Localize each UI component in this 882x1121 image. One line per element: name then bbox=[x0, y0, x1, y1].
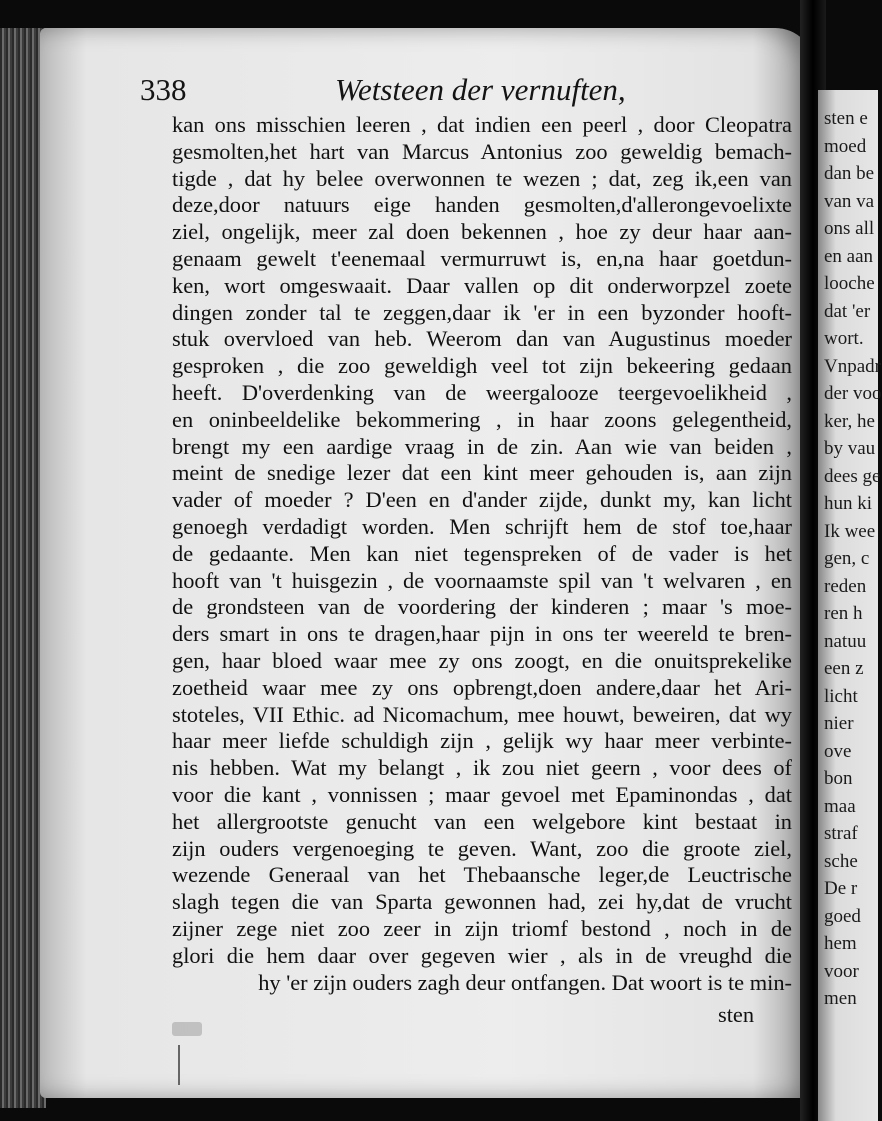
facing-page-text-fragment: dees ge bbox=[824, 465, 881, 487]
facing-page-text-fragment: goed bbox=[824, 905, 861, 927]
margin-line-mark bbox=[178, 1045, 180, 1085]
facing-page-text-fragment: maa bbox=[824, 795, 856, 817]
text-line: genoegh verdadigt worden. Men schrijft hem de stof toe,haar bbox=[172, 513, 792, 539]
facing-page-text-fragment: van va bbox=[824, 190, 875, 212]
facing-page-text-fragment: looche bbox=[824, 273, 875, 294]
text-line: tigde , dat hy belee overwonnen te wezen ; dat, zeg ik,een van bbox=[172, 165, 792, 191]
facing-page-text-fragment: ove bbox=[824, 740, 852, 762]
text-line: nis hebben. Wat my belangt , ik zou niet geern , voor dees of bbox=[172, 755, 792, 781]
facing-page-text-fragment: reden bbox=[824, 575, 867, 597]
text-line: meint de snedige lezer dat een kint meer gehouden is, aan zijn bbox=[172, 460, 792, 486]
text-line: dingen zonder tal te zeggen,daar ik 'er in een byzonder hooft- bbox=[172, 299, 792, 325]
catchword: sten bbox=[718, 1002, 755, 1027]
text-line: haar meer liefde schuldigh zijn , gelijk wy haar meer verbinte- bbox=[172, 728, 792, 754]
text-line: het allergrootste genucht van een welgebore kint bestaat in bbox=[172, 808, 792, 834]
running-title: Wetsteen der vernuften, bbox=[335, 72, 626, 107]
text-line: zoetheid waar mee zy ons opbrengt,doen andere,daar het Ari- bbox=[172, 674, 792, 700]
text-line: en oninbeeldelike bekommering , in haar zoons gelegentheid, bbox=[172, 406, 792, 432]
facing-page-text-fragment: straf bbox=[824, 823, 858, 844]
page-number: 338 bbox=[140, 72, 187, 107]
facing-page-text-fragment: ons all bbox=[824, 218, 875, 239]
text-line: stuk overvloed van heb. Weerom dan van Augustinus moeder bbox=[172, 326, 792, 352]
text-line: voor die kant , vonnissen ; maar gevoel met Epaminondas , dat bbox=[172, 781, 792, 807]
text-line: zijn ouders vergenoeging te geven. Want, zoo die groote ziel, bbox=[172, 835, 792, 861]
text-line: zijner zege niet zoo zeer in zijn triomf bestond , noch in de bbox=[172, 915, 792, 941]
text-line: gesproken , die zoo geweldigh veel tot zijn bekeering gedaan bbox=[172, 353, 792, 379]
body-text bbox=[172, 112, 792, 996]
facing-page-text-fragment: dan be bbox=[824, 163, 875, 184]
facing-page-text-fragment: nier bbox=[824, 713, 854, 734]
text-line: kan ons misschien leeren , dat indien een peerl , door Cleopatra bbox=[172, 112, 792, 137]
facing-page-text-fragment: en aan bbox=[824, 245, 874, 267]
text-line: genaam gewelt t'eenemaal vermurruwt is, en,na haar goetdun- bbox=[172, 245, 792, 271]
text-line: brengt my een aardige vraag in de zin. Aan wie van beiden , bbox=[172, 433, 792, 459]
text-line: hy 'er zijn ouders zagh deur ontfangen. Dat woort is te min- bbox=[258, 969, 792, 995]
facing-page-text-fragment: ren h bbox=[824, 603, 863, 624]
text-line: slagh tegen die van Sparta gewonnen had, zei hy,dat de vrucht bbox=[172, 889, 792, 915]
facing-page-text-fragment: dat 'er bbox=[824, 300, 871, 322]
facing-page-text-fragment: sche bbox=[824, 850, 858, 872]
facing-page-text-fragment: bon bbox=[824, 768, 853, 789]
facing-page-text-fragment: sten e bbox=[824, 108, 868, 129]
text-line: gesmolten,het hart van Marcus Antonius zoo geweldig bemach- bbox=[172, 138, 792, 164]
text-line: glori die hem daar over gegeven wier , als in de vreughd die bbox=[172, 942, 792, 968]
text-line: de gedaante. Men kan niet tegenspreken of de vader is het bbox=[172, 540, 792, 566]
facing-page-text-fragment: men bbox=[824, 988, 857, 1009]
facing-page-text-fragment: hem bbox=[824, 933, 857, 954]
text-line: stoteles, VII Ethic. ad Nicomachum, mee houwt, beweiren, dat wy bbox=[172, 701, 792, 727]
facing-page-text-fragment: ker, he bbox=[824, 410, 875, 432]
text-line: ders smart in ons te dragen,haar pijn in ons ter weereld te bren- bbox=[172, 621, 792, 647]
facing-page-edge bbox=[818, 90, 882, 1121]
facing-page-text-fragment: hun ki bbox=[824, 493, 873, 514]
text-line: ziel, ongelijk, meer zal doen bekennen , hoe zy deur haar aan- bbox=[172, 219, 792, 245]
facing-page-text-fragment: gen, c bbox=[824, 548, 870, 569]
text-line: heeft. D'overdenking van de weergalooze teergevoelikheid , bbox=[172, 379, 792, 405]
text-line: gen, haar bloed waar mee zy ons zoogt, en die onuitsprekelike bbox=[172, 647, 792, 673]
facing-page-text-fragment: natuu bbox=[824, 630, 867, 652]
facing-page-text-fragment: wort. bbox=[824, 328, 864, 349]
text-line: de grondsteen van de voordering der kinderen ; maar 's moe- bbox=[172, 594, 792, 620]
facing-page-text-fragment: by vau bbox=[824, 438, 876, 459]
facing-page-text-fragment: der voo bbox=[824, 383, 882, 404]
facing-page-text-fragment: moed bbox=[824, 135, 867, 157]
text-line: wezende Generaal van het Thebaansche leger,de Leuctrische bbox=[172, 862, 792, 888]
text-line: ken, wort omgeswaait. Daar vallen op dit onderworpzel zoete bbox=[172, 272, 792, 298]
facing-page-text-fragment: Vnpadr bbox=[824, 355, 881, 377]
ink-stain bbox=[172, 1022, 202, 1036]
facing-page-text-fragment: Ik wee bbox=[824, 520, 876, 542]
facing-page-text-fragment: voor bbox=[824, 960, 859, 982]
facing-page-text-fragment: De r bbox=[824, 878, 858, 899]
text-line: vader of moeder ? D'een en d'ander zijde, dunkt my, kan licht bbox=[172, 487, 792, 513]
text-line: deze,door natuurs eige handen gesmolten,d'allerongevoelixte bbox=[172, 192, 792, 218]
facing-page-text-fragment: licht bbox=[824, 685, 858, 707]
page-header bbox=[140, 72, 800, 106]
text-line: hooft van 't huisgezin , de voornaamste spil van 't welvaren , en bbox=[172, 567, 792, 593]
facing-page-text-fragment: een z bbox=[824, 658, 864, 679]
